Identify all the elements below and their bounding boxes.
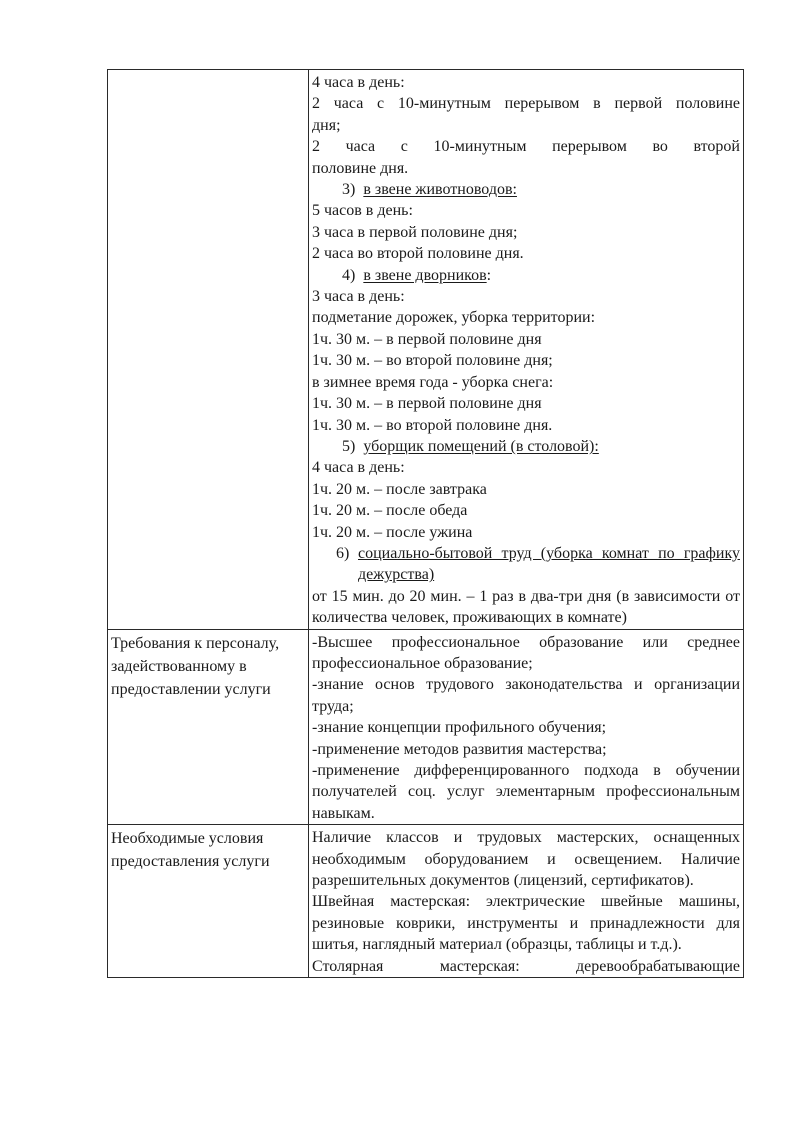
schedule-line: 3 часа в первой половине дня; <box>312 223 518 241</box>
schedule-heading-cleaner <box>312 436 740 457</box>
heading-text: в звене животноводов: <box>363 181 517 199</box>
table-row-requirements <box>108 629 744 825</box>
service-standard-table <box>107 69 744 978</box>
heading-number: 4) <box>342 266 356 284</box>
conditions-cell <box>309 825 744 978</box>
schedule-line: от 15 мин. до 20 мин. – 1 раз в два-три дня (в зависимости от количества человек, проживающих в комнате) <box>312 587 740 627</box>
schedule-line: 1ч. 30 м. – в первой половине дня <box>312 330 542 348</box>
schedule-line: 3 часа в день: <box>312 288 405 306</box>
requirements-cell <box>309 629 744 825</box>
row-label-empty <box>108 70 309 630</box>
requirement-item: -применение методов развития мастерства; <box>312 740 607 758</box>
table-row-schedule <box>108 70 744 630</box>
schedule-line: 1ч. 20 м. – после ужина <box>312 523 473 541</box>
schedule-line: 1ч. 30 м. – во второй половине дня; <box>312 352 553 370</box>
schedule-cell <box>309 70 744 630</box>
heading-text: социально-бытовой труд (уборка комнат по графику дежурства) <box>358 544 740 584</box>
requirement-item: -знание концепции профильного обучения; <box>312 719 607 737</box>
schedule-line: 1ч. 30 м. – в первой половине дня <box>312 395 542 413</box>
condition-paragraph: Столярная мастерская: деревообрабатывающие <box>312 957 740 975</box>
schedule-line: 2 часа во второй половине дня. <box>312 245 524 263</box>
row-label-conditions: Необходимые условия предоставления услуги <box>108 825 309 978</box>
row-label-requirements: Требования к персоналу, задействованному в предоставлении услуги <box>108 629 309 825</box>
schedule-heading-janitors <box>312 265 740 286</box>
schedule-line: 4 часа в день: <box>312 74 405 91</box>
schedule-line: 4 часа в день: <box>312 459 405 477</box>
heading-text: в звене дворников <box>363 266 487 284</box>
table-row-conditions <box>108 825 744 978</box>
condition-paragraph: Швейная мастерская: электрические швейные машины, резиновые коврики, инструменты и принадлежности для шитья, наглядный материал (образцы, таблицы и т.д.). <box>312 893 740 954</box>
schedule-line: 1ч. 20 м. – после завтрака <box>312 480 487 498</box>
schedule-line: дня; <box>312 116 341 134</box>
schedule-line: 5 часов в день: <box>312 202 413 220</box>
schedule-line: 2 часа с 10-минутным перерывом в первой половине <box>312 95 740 113</box>
schedule-heading-social <box>312 543 740 586</box>
schedule-line: половине дня. <box>312 159 409 177</box>
heading-colon: : <box>486 266 492 284</box>
heading-number: 5) <box>342 437 356 455</box>
requirement-item: -Высшее профессиональное образование или среднее профессиональное образование; <box>312 633 740 672</box>
condition-paragraph: Наличие классов и трудовых мастерских, оснащенных необходимым оборудованием и освещением. Наличие разрешительных документов (лицензий, сертификатов). <box>312 829 740 890</box>
requirement-item: -знание основ трудового законодательства и организации труда; <box>312 676 740 715</box>
heading-text: уборщик помещений (в столовой): <box>363 437 599 455</box>
requirement-item: -применение дифференцированного подхода в обучении получателей соц. услуг элементарным профессиональным навыкам. <box>312 762 740 822</box>
schedule-line: 1ч. 30 м. – во второй половине дня. <box>312 416 553 434</box>
schedule-line: 2 часа с 10-минутным перерывом во второй <box>312 138 740 156</box>
heading-number: 6) <box>336 544 350 562</box>
schedule-line: подметание дорожек, уборка территории: <box>312 309 596 327</box>
schedule-line: в зимнее время года - уборка снега: <box>312 373 554 391</box>
heading-number: 3) <box>342 181 356 199</box>
schedule-heading-livestock <box>312 179 740 200</box>
schedule-line: 1ч. 20 м. – после обеда <box>312 502 468 520</box>
